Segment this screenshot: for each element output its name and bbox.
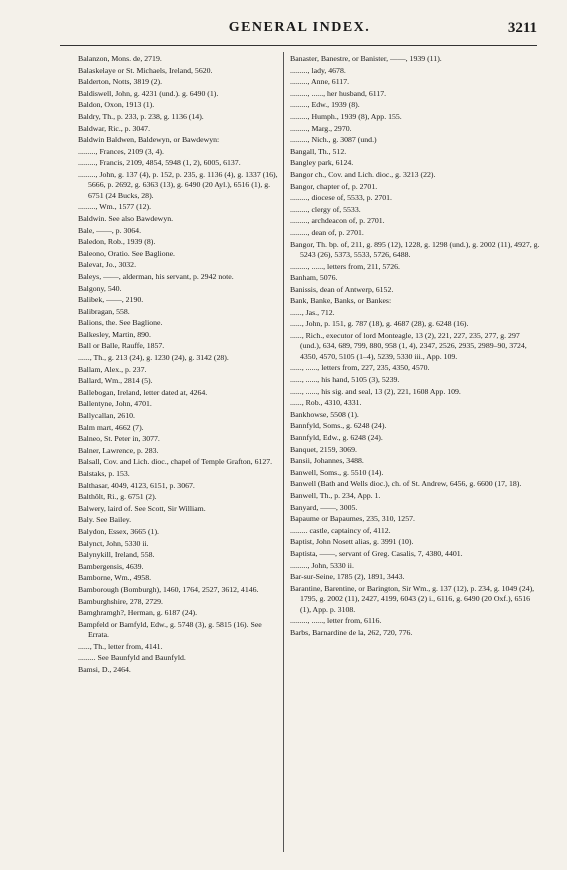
index-entry: Barantine, Barentine, or Barington, Sir Wm., g. 137 (12), p. 234, g. 1049 (24), 1795, g. 2002 (11), 2427, 4199, 6043 (2) i., 6116, g. 6490 (20 Oxf.), 6516 (1), App. p. 3108. (290, 583, 535, 614)
index-entry: ......, ......, his sig. and seal, 13 (2), 221, 1608 App. 109. (290, 386, 461, 396)
index-entry: Bangor ch., Cov. and Lich. dioc., g. 3213 (22). (290, 169, 436, 179)
index-entry: Banwell (Bath and Wells dioc.), ch. of St. Andrew, 6456, g. 6600 (17, 18). (290, 479, 522, 489)
index-entry: Balibek, ——, 2190. (78, 295, 144, 305)
index-entry: ........., ......, letter from, 6116. (290, 616, 382, 626)
index-entry: ......, ......, letters from, 227, 235, 4350, 4570. (290, 363, 430, 373)
index-entry: ........., ......, letters from, 211, 5726. (290, 261, 400, 271)
index-entry: ........., Edw., 1939 (8). (290, 100, 360, 110)
index-entry: Baldry, Th., p. 233, p. 238, g. 1136 (14). (78, 111, 204, 121)
index-entry: Banaster, Banestre, or Banister, ——, 1939 (11). (290, 54, 442, 63)
index-entry: Baledon, Rob., 1939 (8). (78, 237, 156, 247)
index-entry: Baptist, John Nosett alias, g. 3991 (10). (290, 537, 414, 547)
index-entry: Ballebogan, Ireland, letter dated at, 4264. (78, 387, 208, 397)
page-header (62, 20, 537, 44)
index-entry: Bansii, Johannes, 3488. (290, 456, 364, 466)
index-entry: Baldiswell, John, g. 4231 (und.). g. 6490 (1). (78, 88, 219, 98)
index-entry: Ballycallan, 2610. (78, 411, 135, 421)
index-entry: ........., ......, her husband, 6117. (290, 88, 387, 98)
index-entry: Balthôlt, Ri., g. 6751 (2). (78, 492, 157, 502)
index-entry: ........., Francis, 2109, 4854, 5948 (1, 2), 6005, 6137. (78, 158, 241, 168)
index-entry: ........., John, g. 137 (4), p. 152, p. 235, g. 1136 (4), g. 1337 (16), 5666, p. 2692, g. 6363 (13), g. 6490 (20 Ayl.), 6516 (1), g. 6751 (24 Bucks, 28). (78, 169, 278, 200)
index-entry: ......, Rich., executor of lord Monteagle, 13 (2), 221, 227, 235, 277, g. 297 (und.), 634, 689, 799, 880, 958 (1, 4), 2347, 2526, 2935, 2989–90, 3724, 4350, 4570, 5105 (1–4), 5239, 5330 iii., App. 109. (290, 331, 527, 361)
index-entry: Ballentyne, John, 4701. (78, 399, 152, 409)
index-entry: Baldwin Baldwen, Baldewyn, or Bawdewyn: (78, 135, 220, 145)
index-entry: ........., diocese of, 5533, p. 2701. (290, 193, 392, 203)
column-divider (283, 52, 284, 852)
index-entry: Baleys, ——, alderman, his servant, p. 2942 note. (78, 271, 234, 281)
index-entry: Bangley park, 6124. (290, 158, 354, 168)
index-entry: ......, Th., g. 213 (24), g. 1230 (24), g. 3142 (28). (78, 353, 229, 363)
index-entry: ......, Rob., 4310, 4331. (290, 398, 362, 408)
index-entry: Balkesley, Martin, 890. (78, 329, 151, 339)
index-entry: ........., Wm., 1577 (12). (78, 202, 152, 212)
index-entry: Bar-sur-Seine, 1785 (2), 1891, 3443. (290, 572, 405, 582)
index-entry: ......, Jas., 712. (290, 307, 335, 317)
index-entry: Balthasar, 4049, 4123, 6151, p. 3067. (78, 480, 195, 490)
index-entry: Balynct, John, 5330 ii. (78, 538, 149, 548)
index-entry: Bale, ——, p. 3064. (78, 225, 142, 235)
index-entry: Baleono, Oratio. See Baglione. (78, 248, 176, 258)
index-entry: Bamsi, D., 2464. (78, 664, 131, 674)
index-entry: Bangall, Th., 512. (290, 146, 347, 156)
index-entry: Banyard, ——, 3005. (290, 502, 358, 512)
index-entry: Bamghramgh?, Herman, g. 6187 (24). (78, 608, 198, 618)
index-entry: Balaskelaye or St. Michaels, Ireland, 5620. (78, 65, 213, 75)
index-entry: ......, John, p. 151, g. 787 (18), g. 4687 (28), g. 6248 (16). (290, 319, 469, 329)
index-entry: Baldwar, Ric., p. 3047. (78, 123, 151, 133)
index-entry: Ball or Balle, Rauffe, 1857. (78, 341, 165, 351)
index-entry: Balderton, Notts, 3819 (2). (78, 77, 163, 87)
index-entry: Balm mart, 4662 (7). (78, 422, 144, 432)
left-index-column (78, 54, 278, 852)
index-entry: ......... castle, captaincy of, 4112. (290, 525, 391, 535)
index-entry: Balanzon, Mons. de, 2719. (78, 54, 162, 63)
index-entry: Banissis, dean of Antwerp, 6152. (290, 284, 394, 294)
index-entry: Bamborne, Wm., 4958. (78, 573, 152, 583)
index-entry: Banwell, Soms., g. 5510 (14). (290, 467, 384, 477)
index-entry: ........., Frances, 2109 (3, 4). (78, 146, 164, 156)
index-entry: Banwell, Th., p. 234, App. 1. (290, 491, 381, 500)
running-title: GENERAL INDEX. (228, 20, 371, 35)
index-entry: ........., John, 5330 ii. (290, 560, 354, 570)
index-entry: ........., dean of, p. 2701. (290, 227, 364, 237)
index-entry: Balner, Lawrence, p. 283. (78, 445, 159, 455)
index-entry: Balstaks, p. 153. (78, 469, 130, 478)
index-entry: ........., Marg., 2970. (290, 123, 352, 133)
index-entry: ......, Th., letter from, 4141. (78, 641, 163, 651)
index-entry: Baldwin. See also Bawdewyn. (78, 213, 174, 223)
index-entry: Bamburghshire, 278, 2729. (78, 596, 163, 606)
index-entry: Bangor, chapter of, p. 2701. (290, 181, 378, 191)
index-entry: Balneo, St. Peter in, 3077. (78, 434, 160, 444)
index-entry: Barbs, Barnardine de la, 262, 720, 776. (290, 627, 413, 637)
index-entry: Banham, 5076. (290, 273, 338, 283)
index-entry: Bangor, Th. bp. of, 211, g. 895 (12), 1228, g. 1298 (und.), g. 2002 (11), 4927, g. 5243 (26), 5373, 5533, 5726, 6488. (290, 239, 540, 259)
index-entry: Bannfyld, Edw., g. 6248 (24). (290, 433, 383, 443)
index-entry: Balevat, Jo., 3032. (78, 260, 137, 270)
index-entry: Ballam, Alex., p. 237. (78, 364, 147, 374)
index-entry: Bannfyld, Soms., g. 6248 (24). (290, 421, 387, 431)
index-entry: Baldon, Oxon, 1913 (1). (78, 100, 155, 110)
index-entry: Bankhowse, 5508 (1). (290, 409, 359, 419)
index-entry: ......, ......, his hand, 5105 (3), 5239. (290, 375, 400, 385)
index-entry: Bamborough (Bomburgh), 1460, 1764, 2527, 3612, 4146. (78, 584, 259, 594)
header-rule (60, 45, 537, 46)
index-entry: Balynykill, Ireland, 558. (78, 550, 155, 560)
index-entry: Bambergensis, 4639. (78, 561, 144, 571)
index-entry: Balwery, laird of. See Scott, Sir William. (78, 503, 206, 513)
index-entry: ........., clergy of, 5533. (290, 204, 361, 214)
index-entry: ........., archdeacon of, p. 2701. (290, 216, 385, 226)
index-entry: Bampfeld or Bamfyld, Edw., g. 5748 (3), g. 5815 (16). See Errata. (78, 619, 262, 640)
page-number: 3211 (507, 20, 537, 36)
index-entry: Balsall, Cov. and Lich. dioc., chapel of Temple Grafton, 6127. (78, 457, 273, 467)
index-entry: Ballard, Wm., 2814 (5). (78, 376, 153, 386)
index-entry: Balydon, Essex, 3665 (1). (78, 526, 159, 536)
index-entry: Baptista, ——, servant of Greg. Casalis, 7, 4380, 4401. (290, 548, 463, 558)
index-entry: Balions, the. See Baglione. (78, 318, 163, 328)
index-entry: Balgony, 540. (78, 283, 122, 293)
index-entry: ........., Humph., 1939 (8), App. 155. (290, 111, 402, 121)
index-entry: ........., Nich., g. 3087 (und.) (290, 135, 377, 145)
index-entry: Balibragan, 558. (78, 306, 130, 316)
index-entry: ......... See Baunfyld and Baunfyld. (78, 653, 186, 663)
index-entry: Bapaume or Bapaumes, 235, 310, 1257. (290, 514, 415, 524)
index-entry: ........., lady, 4678. (290, 65, 346, 75)
index-entry: Bank, Banke, Banks, or Bankes: (290, 296, 392, 306)
index-entry: ........., Anne, 6117. (290, 77, 350, 87)
index-entry: Banquet, 2159, 3069. (290, 444, 357, 454)
right-index-column (290, 54, 540, 852)
index-entry: Baly. See Bailey. (78, 515, 132, 525)
